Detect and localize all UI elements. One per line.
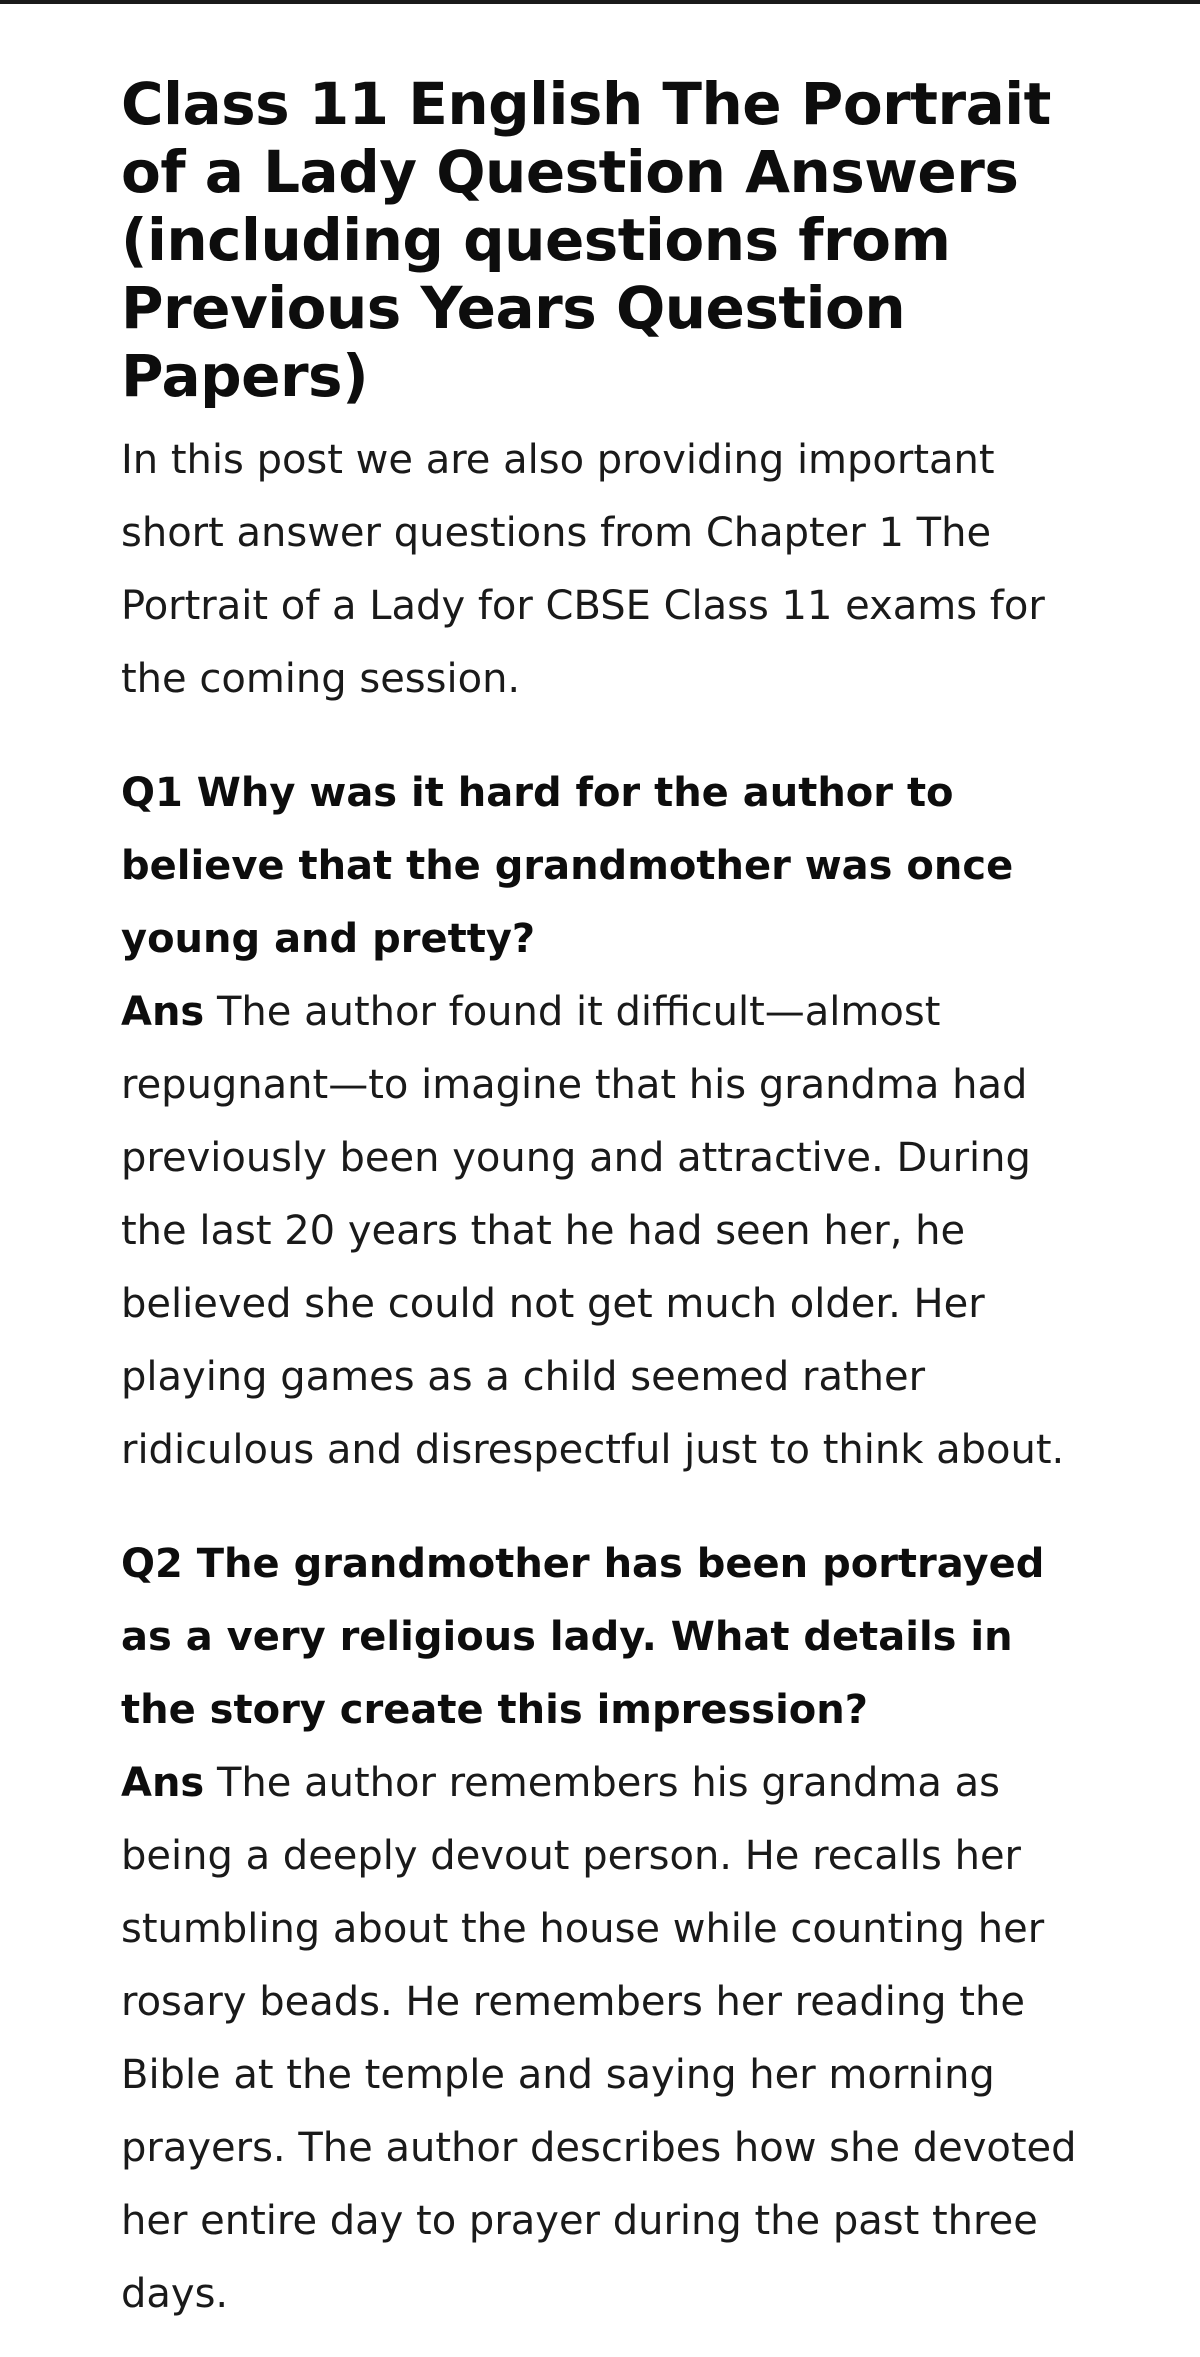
answer-text: The author remembers his grandma as being a deeply devout person. He recalls her stumbling about the house while counting her rosary beads. He remembers her reading the Bible at the temple and saying her morning prayers. The author describes how she devoted her entire day to prayer during the past three days. [121, 1760, 1077, 2317]
article [121, 70, 1081, 2331]
answer-text: The author found it difficult—almost repugnant—to imagine that his grandma had previously been young and attractive. During the last 20 years that he had seen her, he believed she could not get much older. Her playing games as a child seemed rather ridiculous and disrespectful just to think about. [121, 989, 1065, 1473]
qa-block-2 [121, 1528, 1081, 2331]
question-1: Q1 Why was it hard for the author to believe that the grandmother was once young and pretty? [121, 770, 1014, 962]
question-2: Q2 The grandmother has been portrayed as a very religious lady. What details in the story create this impression? [121, 1541, 1045, 1733]
top-border [0, 0, 1200, 4]
qa-block-1 [121, 757, 1081, 1487]
answer-2 [121, 1747, 1081, 2331]
article-title: Class 11 English The Portrait of a Lady Question Answers (including questions from Previous Years Question Papers) [121, 70, 1051, 410]
article-intro: In this post we are also providing important short answer questions from Chapter 1 The Portrait of a Lady for CBSE Class 11 exams for the coming session. [121, 437, 1045, 702]
answer-1 [121, 976, 1081, 1487]
answer-label: Ans [121, 1760, 205, 1806]
answer-label: Ans [121, 989, 205, 1035]
